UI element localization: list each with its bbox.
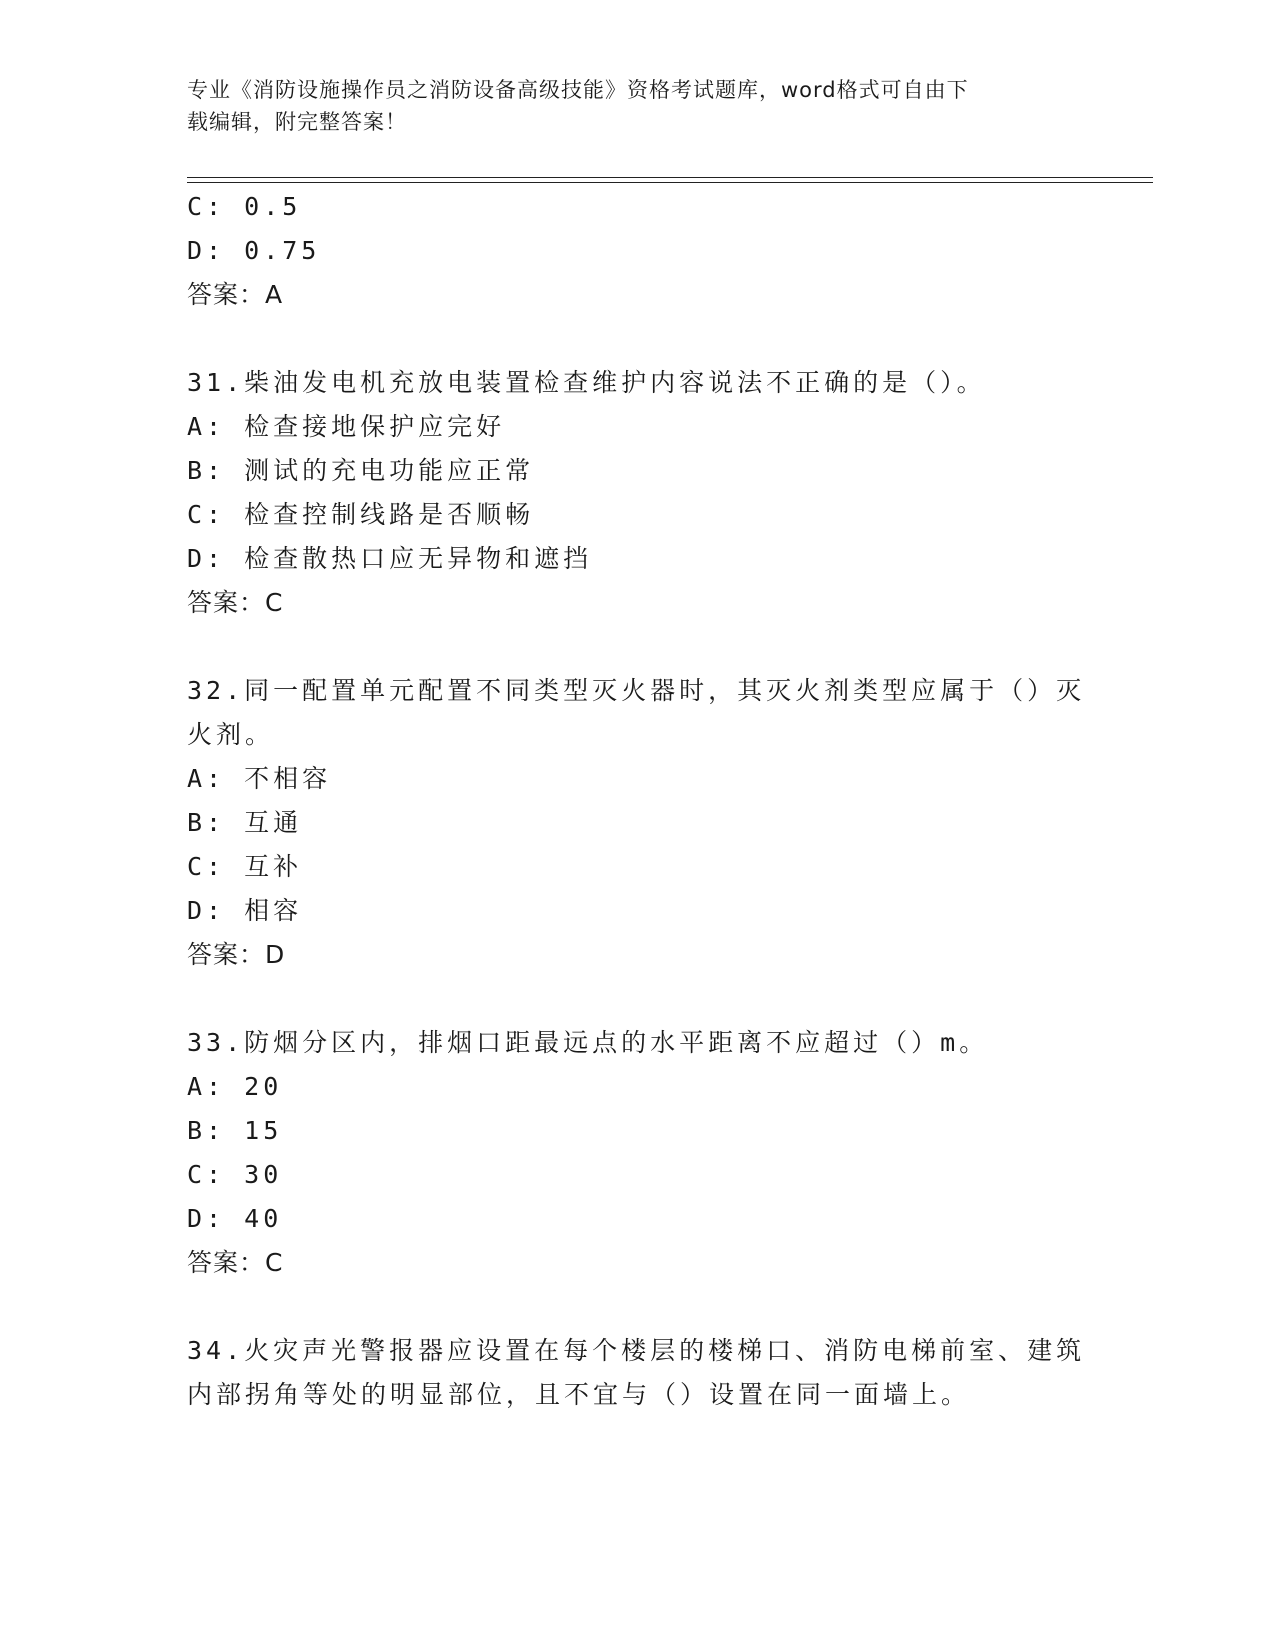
question-31-option-d: D: 检查散热口应无异物和遮挡 — [187, 544, 593, 573]
question-33-answer: 答案：C — [187, 1248, 284, 1277]
question-33-option-b: B: 15 — [187, 1116, 283, 1145]
question-32-option-b: B: 互通 — [187, 808, 303, 837]
question-32-option-d: D: 相容 — [187, 896, 303, 925]
question-31-option-a: A: 检查接地保护应完好 — [187, 412, 506, 441]
question-32-option-a: A: 不相容 — [187, 764, 332, 793]
header-rule-bottom — [187, 182, 1153, 183]
question-34-text-line-2: 内部拐角等处的明显部位，且不宜与（）设置在同一面墙上。 — [187, 1380, 971, 1409]
answer-line: 答案：A — [187, 280, 284, 309]
question-32-text-line-1: 32.同一配置单元配置不同类型灭火器时，其灭火剂类型应属于（）灭 — [187, 676, 1086, 705]
question-31-answer: 答案：C — [187, 588, 284, 617]
question-33-text: 33.防烟分区内，排烟口距最远点的水平距离不应超过（）m。 — [187, 1028, 989, 1057]
question-34-text-line-1: 34.火灾声光警报器应设置在每个楼层的楼梯口、消防电梯前室、建筑 — [187, 1336, 1086, 1365]
header-line-1: 专业《消防设施操作员之消防设备高级技能》资格考试题库，word格式可自由下 — [187, 78, 969, 102]
question-32-answer: 答案：D — [187, 940, 286, 969]
question-31-option-b: B: 测试的充电功能应正常 — [187, 456, 535, 485]
question-32-option-c: C: 互补 — [187, 852, 303, 881]
header-line-2: 载编辑，附完整答案！ — [187, 110, 407, 134]
question-31-text: 31.柴油发电机充放电装置检查维护内容说法不正确的是（）。 — [187, 368, 986, 397]
question-32-text-line-2: 火剂。 — [187, 720, 275, 749]
option-c: C: 0.5 — [187, 192, 302, 221]
question-33-option-c: C: 30 — [187, 1160, 283, 1189]
question-33-option-a: A: 20 — [187, 1072, 283, 1101]
header-rule-top — [187, 177, 1153, 178]
document-header — [187, 74, 1067, 138]
question-33-option-d: D: 40 — [187, 1204, 283, 1233]
question-31-option-c: C: 检查控制线路是否顺畅 — [187, 500, 535, 529]
option-d: D: 0.75 — [187, 236, 321, 265]
